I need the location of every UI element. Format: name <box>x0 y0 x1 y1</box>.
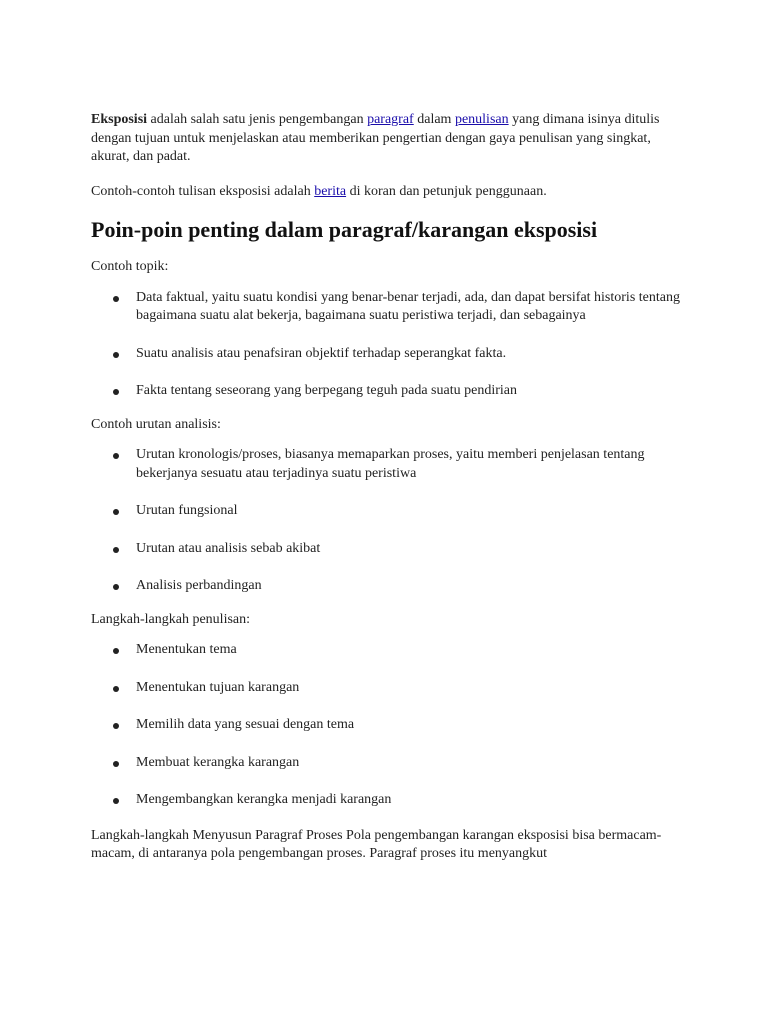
bullet-icon <box>113 584 119 590</box>
bullet-icon <box>113 547 119 553</box>
list-item <box>91 289 691 326</box>
examples-text-1: Contoh-contoh tulisan eksposisi adalah <box>91 183 315 199</box>
bullet-icon <box>113 352 119 358</box>
list-item <box>91 716 691 735</box>
bullet-icon <box>113 389 119 395</box>
list-item-text: Menentukan tujuan karangan <box>136 679 300 695</box>
langkah-list <box>91 641 691 810</box>
intro-term: Eksposisi <box>91 112 148 127</box>
section-label-urutan: Contoh urutan analisis: <box>91 416 221 432</box>
list-item-text: Analisis perbandingan <box>136 578 262 593</box>
list-item <box>91 641 691 660</box>
list-item <box>91 540 691 559</box>
list-item <box>91 345 691 364</box>
list-item-text: Fakta tentang seseorang yang berpegang teguh pada suatu pendirian <box>136 383 517 398</box>
list-item-text: Mengembangkan kerangka menjadi karangan <box>136 792 392 807</box>
examples-text-2: di koran dan petunjuk penggunaan. <box>346 183 547 199</box>
list-item <box>91 502 691 521</box>
list-item <box>91 791 691 810</box>
closing-paragraph: Langkah-langkah Menyusun Paragraf Proses Pola pengembangan karangan eksposisi bisa bermacam-macam, di antaranya pola pengembangan proses. Paragraf proses itu menyangkut <box>91 827 662 861</box>
paragraf-link[interactable]: paragraf <box>367 112 414 127</box>
bullet-icon <box>113 798 119 804</box>
section-heading: Poin-poin penting dalam paragraf/karangan eksposisi <box>91 217 598 242</box>
list-item-text: Suatu analisis atau penafsiran objektif terhadap seperangkat fakta. <box>136 345 507 361</box>
list-item <box>91 754 691 773</box>
list-item-text: Urutan kronologis/proses, biasanya memaparkan proses, yaitu memberi penjelasan tentang bekerjanya sesuatu atau terjadinya suatu peristiwa <box>136 447 645 481</box>
list-item-text: Data faktual, yaitu suatu kondisi yang benar-benar terjadi, ada, dan dapat bersifat historis tentang bagaimana suatu alat bekerja, bagaimana suatu peristiwa terjadi, dan sebagainya <box>136 289 680 323</box>
penulisan-link[interactable]: penulisan <box>454 112 509 127</box>
bullet-icon <box>113 761 119 767</box>
topik-list <box>91 289 691 401</box>
list-item-text: Urutan atau analisis sebab akibat <box>136 540 321 556</box>
berita-link[interactable]: berita <box>314 183 347 199</box>
document-page <box>91 0 691 864</box>
bullet-icon <box>113 648 119 654</box>
intro-text-3: yang dimana isinya ditulis dengan tujuan untuk menjelaskan atau memberikan pengertian dengan gaya penulisan yang singkat, akurat, dan padat. <box>91 112 660 164</box>
bullet-icon <box>113 686 119 692</box>
intro-text-1: adalah salah satu jenis pengembangan <box>147 112 368 127</box>
list-item <box>91 382 691 401</box>
bullet-icon <box>113 509 119 515</box>
bullet-icon <box>113 296 119 302</box>
list-item-text: Memilih data yang sesuai dengan tema <box>136 717 355 732</box>
list-item <box>91 577 691 596</box>
urutan-list <box>91 446 691 596</box>
section-label-topik: Contoh topik: <box>91 259 169 274</box>
list-item-text: Membuat kerangka karangan <box>136 754 300 770</box>
bullet-icon <box>113 723 119 729</box>
bullet-icon <box>113 453 119 459</box>
list-item <box>91 446 691 483</box>
intro-paragraph <box>91 111 691 167</box>
list-item <box>91 679 691 698</box>
examples-paragraph <box>91 183 691 202</box>
section-label-langkah: Langkah-langkah penulisan: <box>91 611 251 627</box>
list-item-text: Urutan fungsional <box>136 503 238 518</box>
list-item-text: Menentukan tema <box>136 642 237 657</box>
intro-text-2: dalam <box>413 112 455 127</box>
